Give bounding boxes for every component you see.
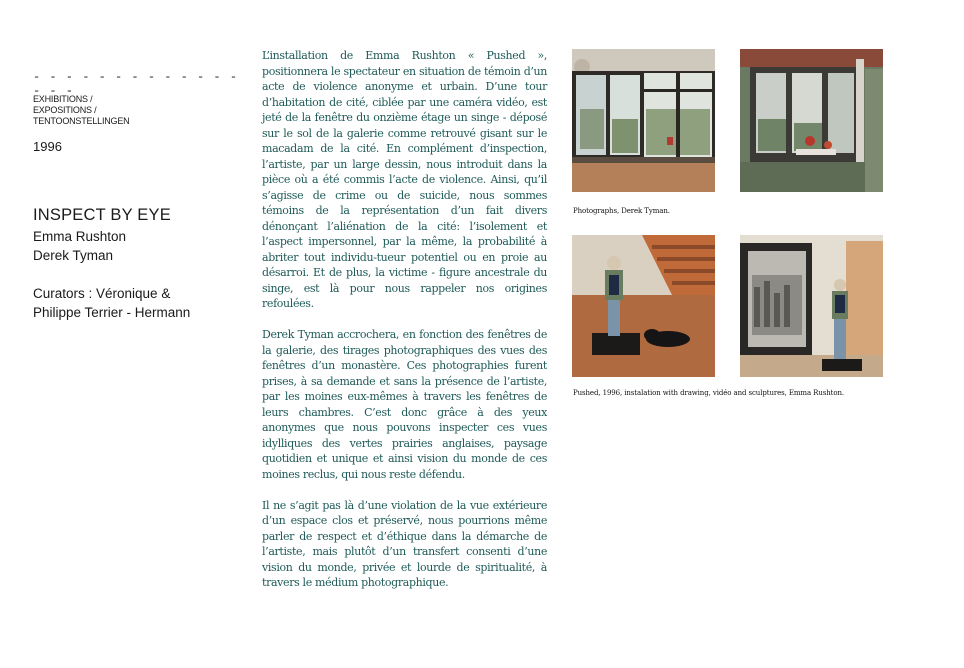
body-text	[262, 48, 547, 606]
artist-name: Derek Tyman	[33, 248, 114, 263]
photo-window-interior	[572, 49, 715, 192]
photo-sculpture-window	[740, 235, 883, 377]
section-label	[33, 94, 129, 127]
paragraph: L’installation de Emma Rushton « Pushed », positionnera le spectateur en situation de témoin d’un acte de violence anonyme et urbain. D’une tour d’habitation de cité, ciblée par une caméra vidéo, est jeté de la fenêtre du onzième étage un singe - déposé sur le sol de la galerie comme retrouvé gisant sur le macadam de la cité. En complément d’inspection, l’artiste, par un large dessin, nous introduit dans la pièce où a été commis l’acte de violence. Ainsi, qu’il s’agisse de crime ou de suicide, nous sommes témoins de la représentation d’un fait divers dénonçant l’aliénation de la cité: l’isolement et l’aspect impersonnel, par la même, la probabilité à abriter tout individu-tueur potentiel ou en proie au désarroi. Et de plus, la victime - figure ancestrale du singe, est là pour nous rappeler nos origines refoulées.	[262, 49, 547, 310]
paragraph: Il ne s’agit pas là d’une violation de la vue extérieure d’un espace clos et préservé, nous pourrions même parler de respect et d’éthique dans la démarche de l’artiste, mais plutôt d’un transfert consenti d’une vision du monde, privée et lourde de spiritualité, à travers le médium photographique.	[262, 498, 547, 589]
paragraph: Derek Tyman accrochera, en fonction des fenêtres de la galerie, des tirages photographiques des vues des fenêtres d’un monastère. Ces photographies furent prises, à sa demande et sans la présence de l’artiste, par les moines eux-mêmes à travers les fenêtres de leurs chambres. C’est donc grâce à des yeux anonymes que nous pouvons inspecter ces vues idylliques des vertes prairies anglaises, paysage quotidien et unique et ainsi vision du monde de ces moines reclus, qui nous reste défendu.	[262, 328, 547, 481]
caption-pushed: Pushed, 1996, instalation with drawing, vidéo and sculptures, Emma Rushton.	[573, 389, 845, 397]
exhibition-title: INSPECT BY EYE	[33, 206, 171, 224]
divider: - - - - - - - - - - - - - - - -	[33, 70, 239, 98]
section-line: EXHIBITIONS /	[33, 94, 93, 104]
curators-line: Philippe Terrier - Hermann	[33, 305, 191, 320]
caption-photographs: Photographs, Derek Tyman.	[573, 207, 670, 215]
curators-line: Curators : Véronique &	[33, 286, 171, 301]
photo-sculpture-monkey	[572, 235, 715, 377]
year: 1996	[33, 139, 62, 154]
artists	[33, 227, 126, 265]
section-line: TENTOONSTELLINGEN	[33, 116, 130, 126]
artist-name: Emma Rushton	[33, 229, 127, 244]
section-line: EXPOSITIONS /	[33, 105, 97, 115]
photo-window-plants	[740, 49, 883, 192]
curators	[33, 284, 190, 322]
